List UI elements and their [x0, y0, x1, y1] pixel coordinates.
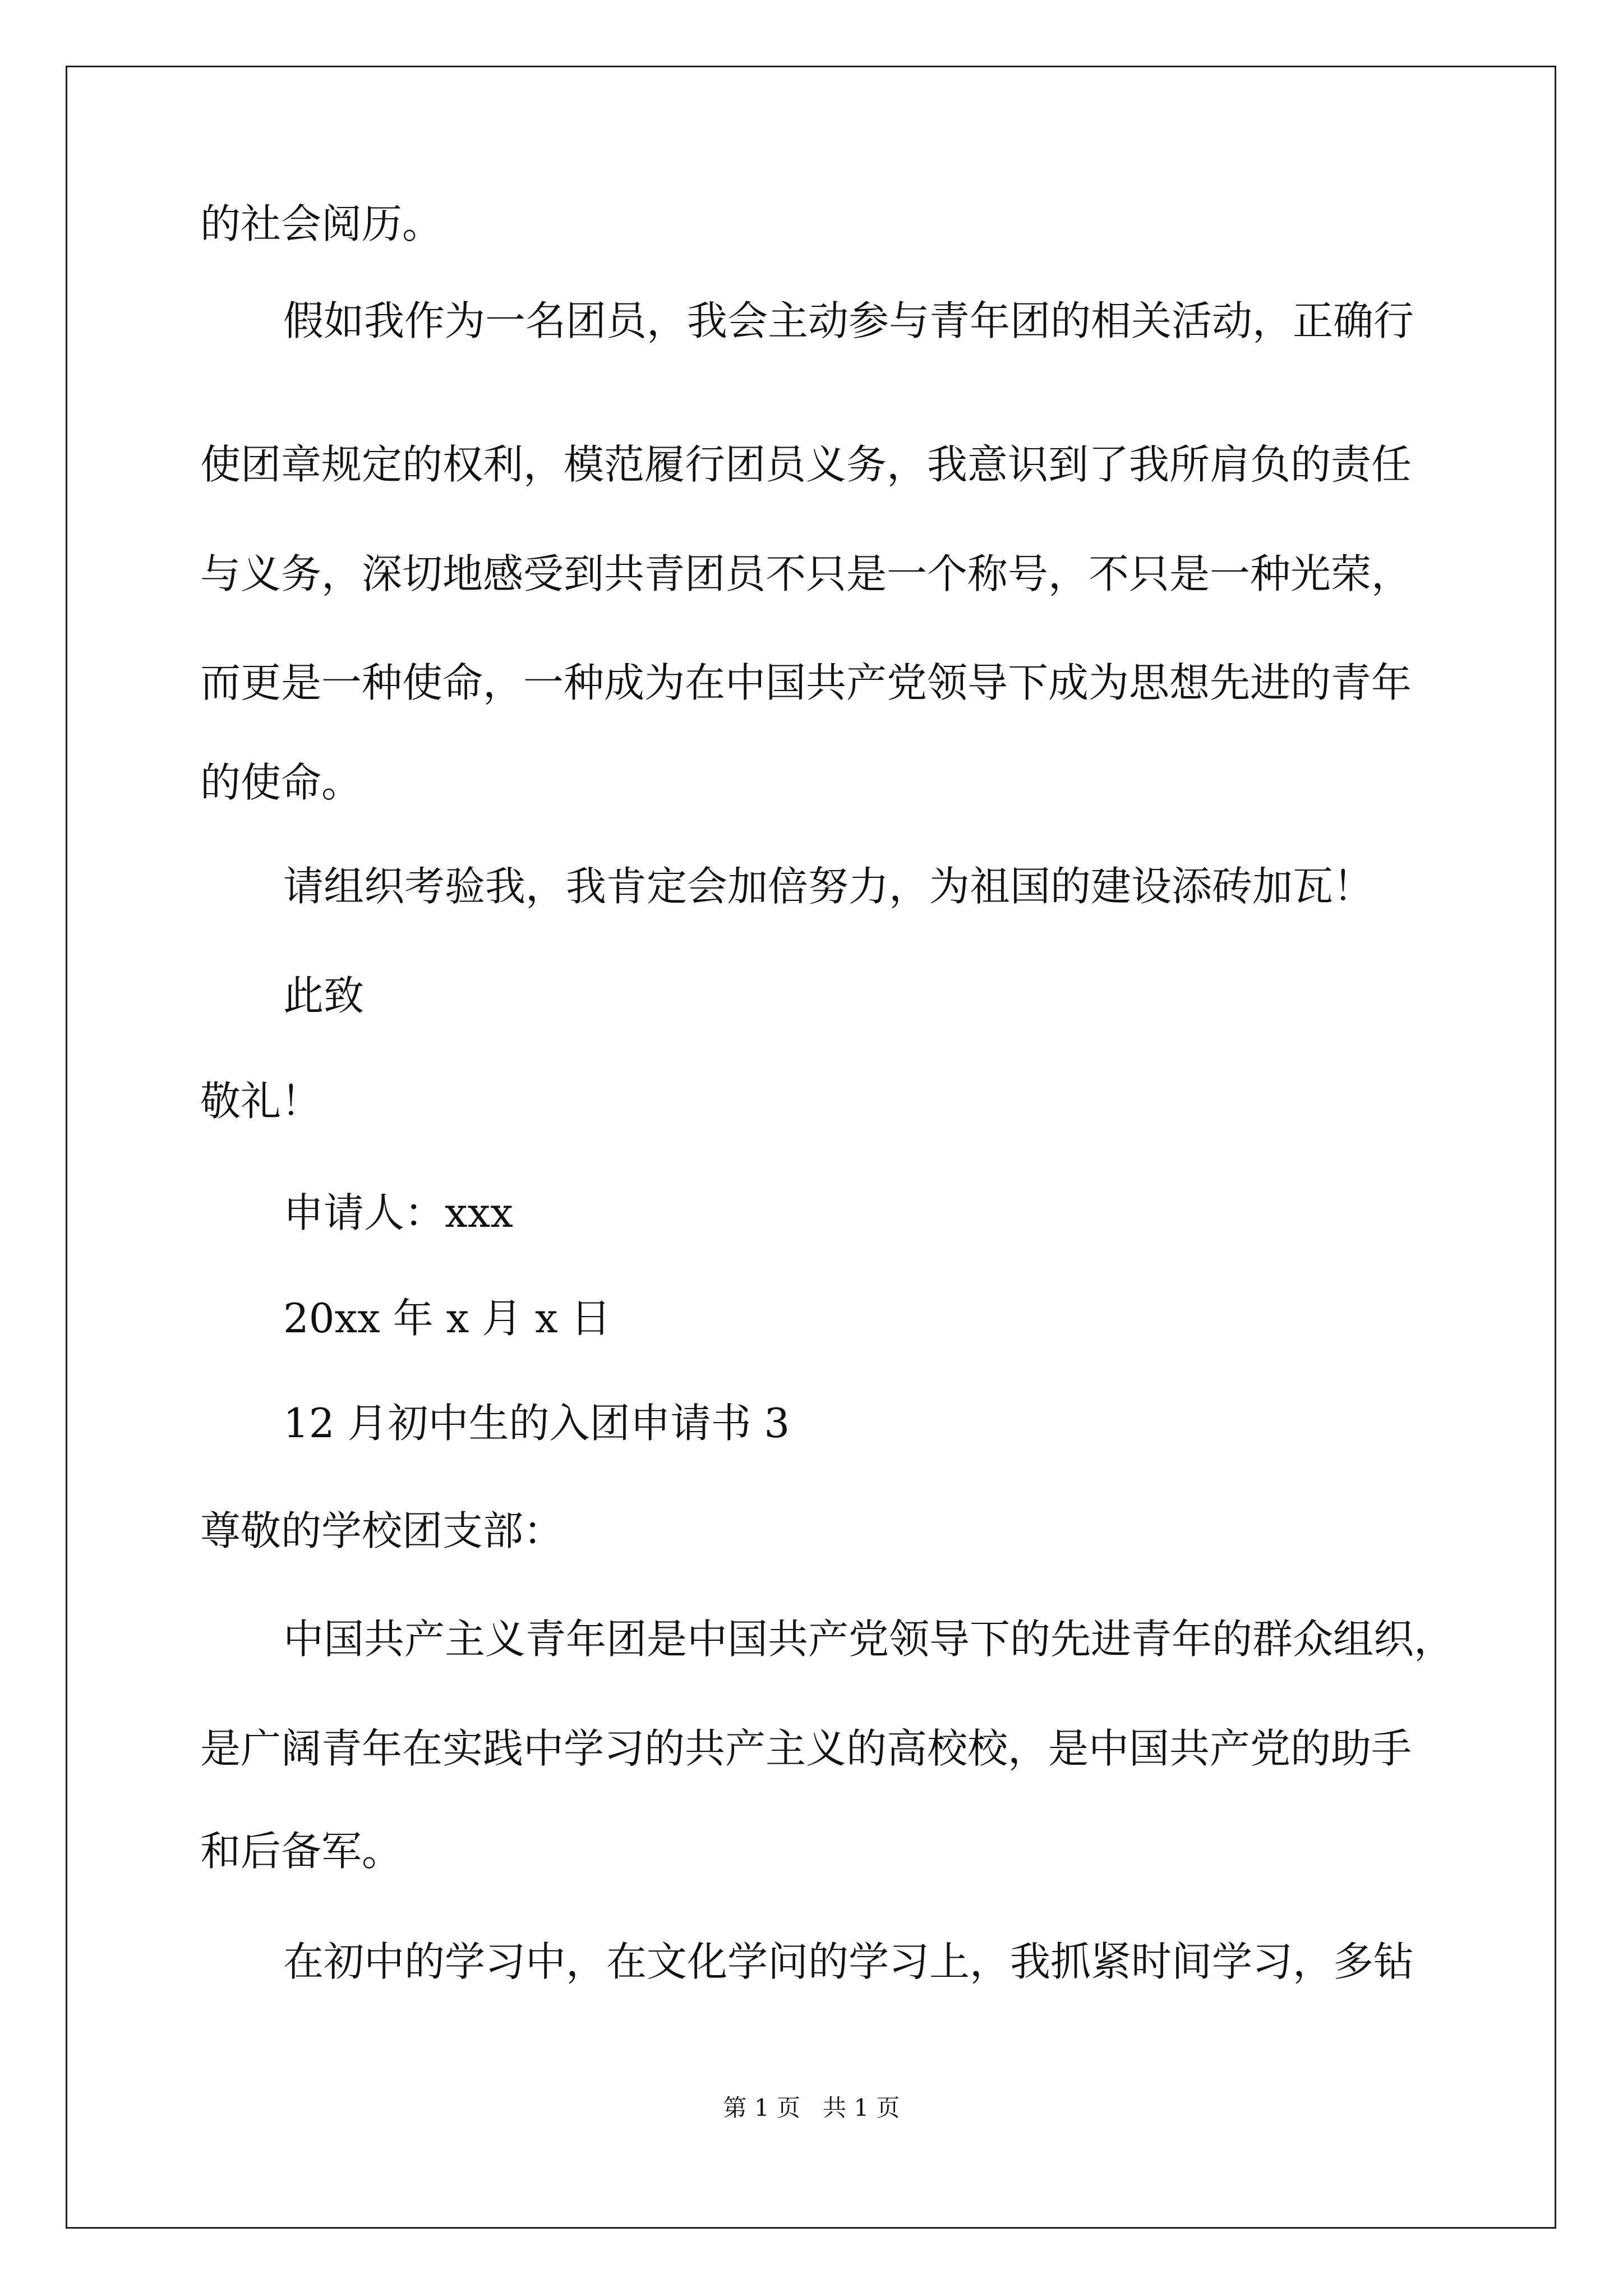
text-line-8: 此致: [283, 972, 365, 1019]
text-line-11: 20xx 年 x 月 x 日: [283, 1295, 611, 1342]
page-border: [66, 66, 1556, 2229]
text-line-12: 12 月初中生的入团申请书 3: [283, 1400, 790, 1447]
text-line-16: 和后备军。: [200, 1828, 403, 1875]
text-line-7: 请组织考验我，我肯定会加倍努力，为祖国的建设添砖加瓦！: [283, 863, 1374, 910]
text-line-5: 而更是一种使命，一种成为在中国共产党领导下成为思想先进的青年: [200, 659, 1412, 706]
text-line-2: 假如我作为一名团员，我会主动参与青年团的相关活动，正确行: [283, 297, 1414, 344]
text-line-1: 的社会阅历。: [200, 200, 443, 247]
page-number-footer: 第 1 页 共 1 页: [723, 2094, 900, 2122]
text-line-17: 在初中的学习中，在文化学问的学习上，我抓紧时间学习，多钻: [283, 1938, 1414, 1985]
text-line-13: 尊敬的学校团支部：: [200, 1507, 564, 1554]
text-line-10: 申请人：xxx: [283, 1189, 513, 1236]
text-line-9: 敬礼！: [200, 1078, 322, 1125]
text-line-3: 使团章规定的权利，模范履行团员义务，我意识到了我所肩负的责任: [200, 441, 1412, 488]
text-line-14: 中国共产主义青年团是中国共产党领导下的先进青年的群众组织，: [283, 1616, 1455, 1663]
text-line-4: 与义务，深切地感受到共青团员不只是一个称号，不只是一种光荣，: [200, 550, 1412, 597]
text-line-6: 的使命。: [200, 759, 362, 806]
text-line-15: 是广阔青年在实践中学习的共产主义的高校校，是中国共产党的助手: [200, 1725, 1412, 1772]
